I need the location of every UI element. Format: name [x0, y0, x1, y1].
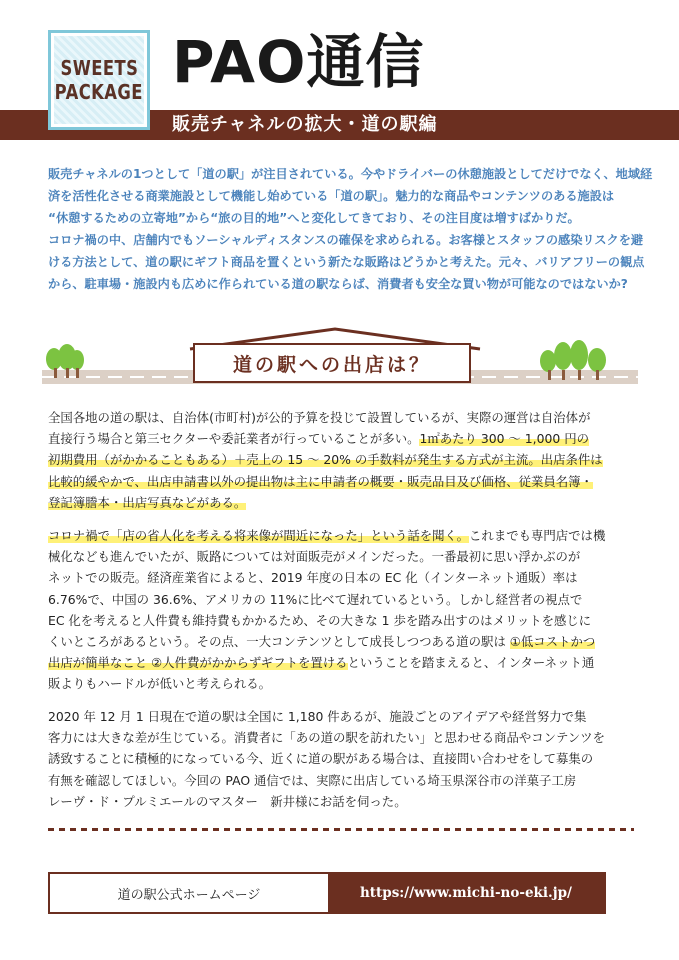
tree-icon [540, 340, 614, 382]
text-line: 6.76%で、中国の 36.6%、アメリカの 11%に比べて遅れているという。しかし経営者の視点で [48, 591, 583, 607]
header [0, 0, 679, 150]
intro-line: 済を活性化させる商業施設として機能し始めている「道の駅」。魅力的な商品やコンテンツのある施設は [48, 189, 615, 203]
logo-line-1: SWEETS [60, 56, 138, 80]
text-span: これまでも専門店では機 [469, 528, 606, 543]
text-line: 誘致することに積極的になっている今、近くに道の駅がある場合は、直接問い合わせをして募集の [48, 751, 594, 767]
text-line: レーヴ・ド・プルミエールのマスター 新井様にお話を伺った。 [48, 793, 407, 809]
paragraph-1 [48, 407, 634, 513]
official-site-link-bar[interactable] [48, 872, 606, 914]
link-label: 道の駅公式ホームページ [50, 874, 328, 912]
highlighted-text: 出店が簡単なこと ②人件費がかからずギフトを置ける [48, 655, 348, 671]
logo-line-2: PACKAGE [54, 80, 144, 104]
text-span: くいところがあるという。その点、一大コンテンツとして成長しつつある道の駅は [48, 634, 510, 650]
text-line: 販よりもハードルが低いと考えられる。 [48, 676, 272, 692]
tree-icon [46, 344, 86, 380]
intro-text [48, 163, 653, 295]
text-line [48, 525, 634, 546]
text-line: 有無を確認してほしい。今回の PAO 通信では、実際に出店している埼玉県深谷市の洋菓子工房 [48, 772, 577, 788]
text-span: ということを踏まえると、インターネット通 [347, 655, 595, 671]
text-line [48, 449, 634, 470]
official-site-url-link[interactable]: https://www.michi-no-eki.jp/ [328, 874, 604, 912]
highlighted-text: 登記簿謄本・出店写真などがある。 [48, 494, 247, 510]
intro-line: ける方法として、道の駅にギフト商品を置くという新たな販路はどうかと考えた。元々、バリアフリーの観点 [48, 255, 645, 269]
highlighted-text: 比較的緩やかで、出店申請書以外の提出物は主に申請者の概要・販売品目及び価格、従業員名簿・ [48, 473, 593, 489]
highlighted-text: 初期費用（がかかることもある）＋売上の 15 〜 20% の手数料が発生する方式が主流。出店条件は [48, 452, 603, 468]
text-line: 械化なども進んでいたが、販路については対面販売がメインだった。一番最初に思い浮かぶのが [48, 549, 581, 565]
highlighted-text: ①低コストかつ [509, 634, 596, 650]
highlighted-text: コロナ禍で「店の省人化を考える将来像が間近になった」という話を聞く。 [48, 528, 470, 543]
dashed-divider [48, 828, 634, 831]
text-line [48, 492, 634, 513]
logo-inner [54, 36, 144, 124]
text-line: EC 化を考えると人件費も維持費もかかるため、その大きな 1 歩を踏み出すのはメリットを感じに [48, 612, 592, 628]
page-title: PAO通信 [172, 28, 425, 96]
section-heading: 道の駅への出店は？ [232, 353, 431, 376]
text-line [48, 428, 634, 449]
paragraph-3 [48, 706, 634, 812]
text-line [48, 471, 634, 492]
intro-line: “休憩するための立寄地”から“旅の目的地”へと変化してきており、その注目度は増すばかりだ。 [48, 211, 580, 225]
text-line: 全国各地の道の駅は、自治体(市町村)が公的予算を投じて設置しているが、実際の運営は自治体が [48, 410, 591, 425]
paragraph-2 [48, 525, 634, 695]
section-heading-box [193, 343, 471, 383]
highlighted-text: 1㎡あたり 300 〜 1,000 円の [419, 431, 589, 447]
text-line: 客力には大きな差が生じている。消費者に「あの道の駅を訪れたい」と思わせる商品やコンテンツを [48, 730, 605, 746]
sweets-package-logo [48, 30, 150, 130]
intro-line: コロナ禍の中、店舗内でもソーシャルディスタンスの確保を求められる。お客様とスタッフの感染リスクを避 [48, 233, 644, 247]
text-line: 2020 年 12 月 1 日現在で道の駅は全国に 1,180 件あるが、施設ごとのアイデアや経営努力で集 [48, 709, 587, 724]
text-line [48, 631, 634, 652]
text-line [48, 652, 634, 673]
page-subtitle: 販売チャネルの拡大・道の駅編 [172, 114, 438, 135]
text-span: 直接行う場合と第三セクターや委託業者が行っていることが多い。 [48, 431, 420, 447]
intro-line: 販売チャネルの1つとして「道の駅」が注目されている。今やドライバーの休憩施設としてだけでなく、地域経 [48, 167, 653, 181]
text-line: ネットでの販売。経済産業省によると、2019 年度の日本の EC 化（インターネット通販）率は [48, 570, 578, 586]
intro-line: から、駐車場・施設内も広めに作られている道の駅ならば、消費者も安全な買い物が可能なのではないか? [48, 277, 628, 291]
